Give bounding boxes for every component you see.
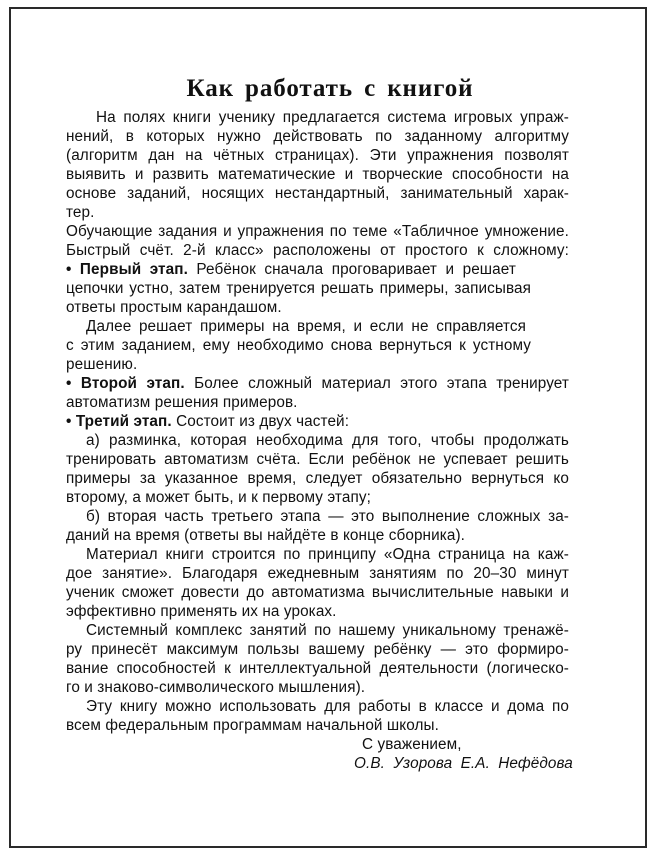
text-line: автоматизм решения примеров. xyxy=(66,394,298,411)
stage-heading: Третий этап. xyxy=(75,413,172,430)
text-line: выявить и развить математические и творческие способности на xyxy=(66,166,569,183)
book-page xyxy=(9,7,647,848)
text-line: Эту книгу можно использовать для работы в классе и дома по xyxy=(86,698,569,715)
bullet-icon: • xyxy=(66,413,76,430)
text-line: ответы простым карандашом. xyxy=(66,299,282,316)
text-line: Обучающие задания и упражнения по теме «Табличное умножение. xyxy=(66,223,569,240)
text-line: тренировать автоматизм счёта. Если ребёнок не успевает решить xyxy=(66,451,569,468)
text-line: На полях книги ученику предлагается система игровых упраж- xyxy=(96,109,569,126)
text-line: всем федеральным программам начальной школы. xyxy=(66,717,440,734)
stage-heading: Второй этап. xyxy=(80,375,185,392)
text-line: Системный комплекс занятий по нашему уникальному тренажё- xyxy=(86,622,569,639)
text-line: ученик сможет довести до автоматизма вычислительные навыки и xyxy=(66,584,569,601)
text-line: Быстрый счёт. 2-й класс» расположены от простого к сложному: xyxy=(66,242,569,259)
text-line: б) вторая часть третьего этапа — это выполнение сложных за- xyxy=(86,508,569,525)
text-line: нений, в которых нужно действовать по заданному алгоритму xyxy=(66,128,569,145)
text-line: цепочки устно, затем тренируется решать примеры, записывая xyxy=(66,280,531,297)
text-line: ру принесёт максимум пользы вашему ребёнку — это формиро- xyxy=(66,641,569,658)
text-line: решению. xyxy=(66,356,138,373)
text-line: (алгоритм дан на чётных страницах). Эти упражнения позволят xyxy=(66,147,569,164)
text-line: основе заданий, носящих нестандартный, занимательный харак- xyxy=(66,185,569,202)
closing-salutation: С уважением, xyxy=(362,736,462,753)
text-line: • Первый этап. Ребёнок сначала проговаривает и решает xyxy=(66,261,516,278)
text-line: дое занятие». Благодаря ежедневным занятиям по 20–30 минут xyxy=(66,565,569,582)
text-line: тер. xyxy=(66,204,95,221)
text-line: вание способностей к интеллектуальной деятельности (логическо- xyxy=(66,660,569,677)
text-line: а) разминка, которая необходима для того, чтобы продолжать xyxy=(86,432,569,449)
text-line: • Третий этап. Состоит из двух частей: xyxy=(66,413,350,430)
page-title: Как работать с книгой xyxy=(186,75,474,102)
authors-signature: О.В. Узорова Е.А. Нефёдова xyxy=(354,755,573,772)
text-line: эффективно применять их на уроках. xyxy=(66,603,337,620)
text-line: с этим заданием, ему необходимо снова вернуться к устному xyxy=(66,337,531,354)
text-line: го и знаково-символического мышления). xyxy=(66,679,366,696)
text-line: • Второй этап. Более сложный материал этого этапа тренирует xyxy=(66,375,569,392)
text-line: примеры за указанное время, следует обязательно вернуться ко xyxy=(66,470,569,487)
text-line: второму, а может быть, и к первому этапу; xyxy=(66,489,371,506)
text-line: даний на время (ответы вы найдёте в конце сборника). xyxy=(66,527,466,544)
text-line: Материал книги строится по принципу «Одна страница на каж- xyxy=(86,546,569,563)
text-line: Далее решает примеры на время, и если не справляется xyxy=(86,318,526,335)
bullet-icon: • xyxy=(66,375,81,392)
bullet-icon: • xyxy=(66,261,80,278)
stage-heading: Первый этап. xyxy=(79,261,188,278)
